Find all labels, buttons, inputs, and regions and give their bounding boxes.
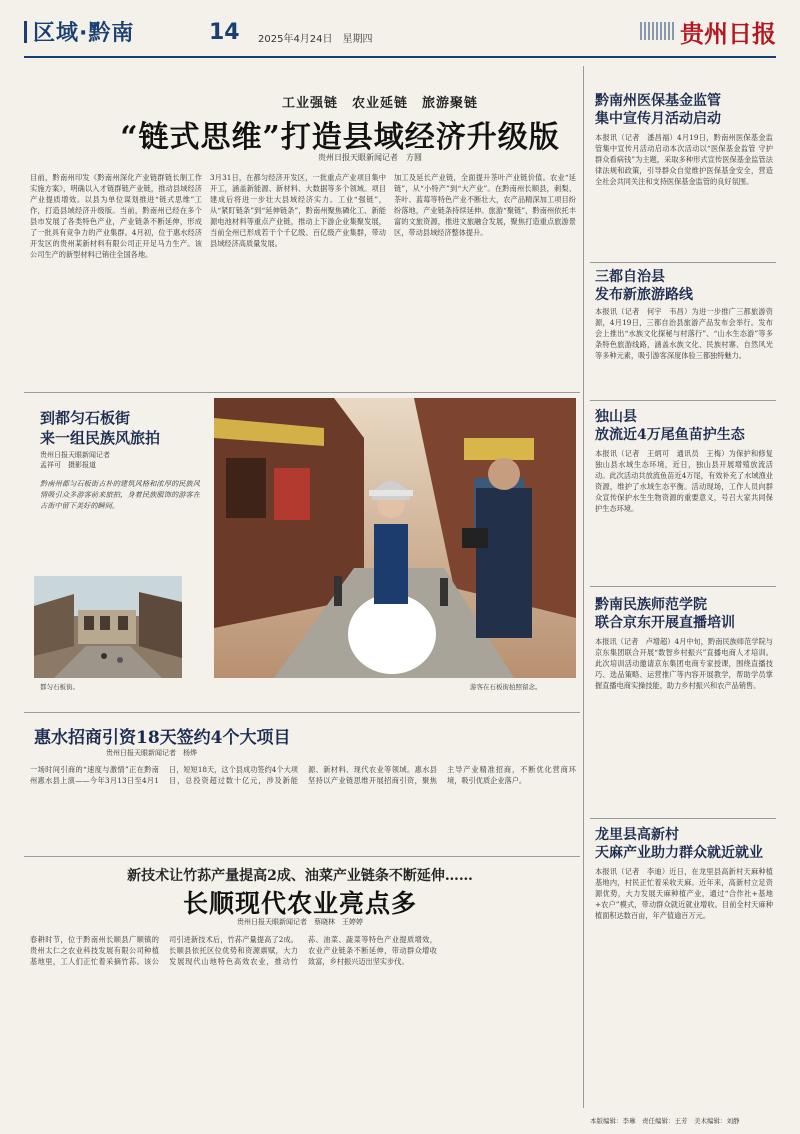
section-divider xyxy=(590,262,776,263)
photo-stone-street xyxy=(34,576,182,678)
section-divider xyxy=(590,400,776,401)
photo-story-headline: 到都匀石板街 来一组民族风旅拍 xyxy=(40,409,161,447)
lead-kicker: 工业强链 农业延链 旅游聚链 xyxy=(281,96,478,111)
rc-headline-3: 独山县 放流近4万尾鱼苗护生态 xyxy=(595,409,745,443)
rc-headline-5: 龙里县高新村 天麻产业助力群众就近就业 xyxy=(595,827,763,861)
rc-headline-4: 黔南民族师范学院 联合京东开展直播培训 xyxy=(595,597,735,631)
middle-body: 一场时间引商的“速度与激情”正在黔南州惠水县上演——今年3月13日至4月1日，短短18天，这个县成功签约4个大项目，总投资超过数十亿元，涉及新能源、新材料、现代农业等领域。惠水县坚持以产业链思维开展招商引资，聚焦主导产业精准招商，不断优化营商环境，吸引优质企业落户。 xyxy=(30,765,576,785)
masthead xyxy=(24,12,776,58)
rc-body-3: 本报讯（记者 王炳可 通讯员 王梅）为保护和修复独山县水域生态环境，近日，独山县开展增殖放流活动。此次活动共放流鱼苗近4万尾，有效补充了水域渔业资源，维护了水域生态平衡。活动现场，工作人员向群众宣传保护水生生物资源的重要意义，号召大家共同保护生态环境。 xyxy=(595,449,773,513)
column-divider xyxy=(583,66,584,1108)
lead-body-col2: 3月31日，在都匀经济开发区，一批重点产业项目集中开工，涵盖新能源、新材料、大数据等多个领域。项目建成后将进一步壮大县域经济实力。工业“强链”，从“紧盯链条”到“延伸链条”，黔南州聚焦磷化工、新能源电池材料等重点产业链，推动上下游企业集聚发展，当前全州已形成若干个千亿级、百亿级产业集群，带动县域经济高质量发展。 xyxy=(210,173,386,248)
middle-headline: 惠水招商引资18天签约4个大项目 xyxy=(34,728,291,748)
issue-date: 2025年4月24日 星期四 xyxy=(258,34,373,45)
rc-headline-2: 三都自治县 发布新旅游路线 xyxy=(595,269,693,303)
rc-body-5: 本报讯（记者 李迪）近日，在龙里县高新村天麻种植基地内，村民正忙着采收天麻。近年来，高新村立足资源优势，大力发展天麻种植产业，通过“合作社+基地+农户”模式，带动群众就近就业增收。目前全村天麻种植面积达数百亩，年产值逾百万元。 xyxy=(595,867,773,920)
section-title: 区域·黔南 xyxy=(24,16,134,47)
page-footer: 本版编辑：李琳 责任编辑：王芳 美术编辑：刘静 xyxy=(590,1117,740,1125)
lead-byline: 贵州日报天眼新闻记者 方圆 xyxy=(318,153,422,162)
bottom-body: 春耕时节，位于黔南州长顺县广顺镇的贵州太仁之农业科技发展有限公司种植基地里，工人们正忙着采摘竹荪。该公司引进新技术后，竹荪产量提高了2成。长顺县依托区位优势和资源禀赋，大力发展现代山地特色高效农业，推动竹荪、油菜、蔬菜等特色产业提质增效，农业产业链条不断延伸，带动群众增收致富，乡村振兴迈出坚实步伐。 xyxy=(30,935,437,966)
bottom-byline: 贵州日报天眼新闻记者 蔡晓林 王婷婷 xyxy=(237,918,363,926)
caption-main-photo: 游客在石板街拍照留念。 xyxy=(470,683,542,691)
rc-body-1: 本报讯（记者 潘昌福）4月19日，黔南州医保基金监管集中宣传月活动启动本次活动以“医保基金监管 守护群众看病钱”为主题，采取多种形式宣传医保基金监管法律法规和政策，引导群众自觉维护医保基金安全，营造全社会共同关注和支持医保基金监管的良好氛围。 xyxy=(595,133,773,186)
lead-body-col3: 加工及延长产业链，全面提升茶叶产业链价值。农业“延链”，从“小特产”到“大产业”。在黔南州长顺县，刺梨、茶叶、蓝莓等特色产业不断壮大，农产品精深加工项目纷纷落地，产业链条持续延伸。旅游“聚链”，黔南州依托丰富的文旅资源，推进文旅融合发展，聚焦打造重点旅游景区，带动县域经济整体提升。 xyxy=(394,173,576,237)
bottom-headline: 长顺现代农业亮点多 xyxy=(182,889,417,918)
lead-headline: “链式思维”打造县域经济升级版 xyxy=(120,120,560,155)
section-divider xyxy=(24,712,580,713)
section-divider xyxy=(590,586,776,587)
section-divider xyxy=(24,856,580,857)
photo-story-byline: 贵州日报天眼新闻记者 孟祥可 摄影报道 xyxy=(40,451,110,469)
newspaper-logo: 贵州日报 xyxy=(640,14,776,49)
caption-small-photo: 都匀石板街。 xyxy=(40,683,79,691)
lead-body-col1: 目前，黔南州印发《黔南州深化产业链群链长制工作实施方案》，明确以入才链群链产业链，推动县域经济产业提质增效。以县为单位谋划推进“链式思维”工作，打造县域经济升级版。当前，黔南州已经在多个县市发展了各类特色产业，产业链条不断延伸，形成了一批具有竞争力的产业集群。4月初，位于惠水经济开发区的贵州某新材料有限公司正开足马力生产。该公司生产的新型材料已销往全国各地。 xyxy=(30,173,202,259)
middle-byline: 贵州日报天眼新闻记者 杨烨 xyxy=(106,749,197,757)
rc-headline-1: 黔南州医保基金监管 集中宣传月活动启动 xyxy=(595,93,721,127)
rc-body-2: 本报讯（记者 何宇 韦昌）为进一步推广三都旅游资源，4月19日，三都自治县旅游产品发布会举行。发布会上推出“水族文化探秘与村落行”、“山水生态游”等多条特色旅游线路，涵盖水族文化、民族村寨、自然风光等多种元素，吸引游客深度体验三都独特魅力。 xyxy=(595,307,773,360)
logo-dots-icon xyxy=(640,22,674,40)
section-divider xyxy=(24,392,580,393)
section-divider xyxy=(590,818,776,819)
page-number: 14 xyxy=(209,20,240,45)
bottom-kicker: 新技术让竹荪产量提高2成、油菜产业链条不断延伸…… xyxy=(127,868,473,884)
photo-story-intro: 黔南州都匀石板街古朴的建筑风格和浓厚的民族风情吸引众多游客前来旅拍，身着民族服饰的游客在古街中留下美好的瞬间。 xyxy=(40,479,200,510)
rc-body-4: 本报讯（记者 卢增超）4月中旬，黔南民族师范学院与京东集团联合开展“数智乡村振兴”直播电商人才培训。此次培训活动邀请京东集团电商专家授课，围绕直播技巧、选品策略、运营推广等内容开展教学，帮助学员掌握直播电商实操技能，助力乡村振兴和农产品销售。 xyxy=(595,637,773,690)
photo-ethnic-costume xyxy=(214,398,576,678)
